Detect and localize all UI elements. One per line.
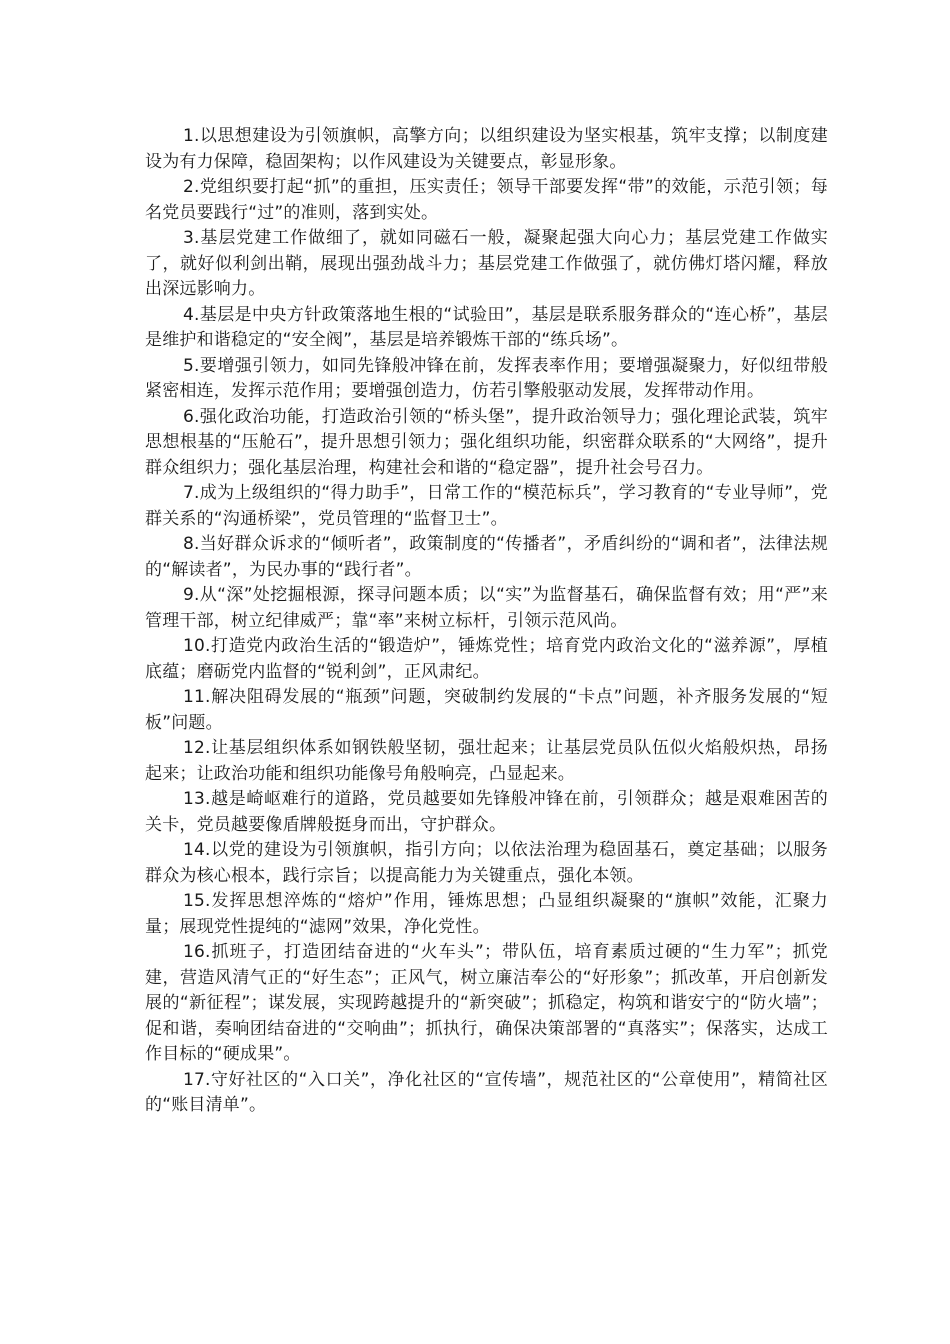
paragraph-8: 8.当好群众诉求的“倾听者”，政策制度的“传播者”，矛盾纠纷的“调和者”，法律法规的“解读者”，为民办事的“践行者”。 (145, 534, 828, 580)
paragraph-7: 7.成为上级组织的“得力助手”，日常工作的“模范标兵”，学习教育的“专业导师”，党群关系的“沟通桥梁”，党员管理的“监督卫士”。 (145, 483, 828, 529)
paragraph-17: 17.守好社区的“入口关”，净化社区的“宣传墙”，规范社区的“公章使用”，精简社区的“账目清单”。 (145, 1069, 828, 1115)
paragraph-14: 14.以党的建设为引领旗帜，指引方向；以依法治理为稳固基石，奠定基础；以服务群众为核心根本，践行宗旨；以提高能力为关键重点，强化本领。 (145, 840, 828, 886)
paragraph-11: 11.解决阻碍发展的“瓶颈”问题，突破制约发展的“卡点”问题，补齐服务发展的“短板”问题。 (145, 687, 828, 733)
paragraph-5: 5.要增强引领力，如同先锋般冲锋在前，发挥表率作用；要增强凝聚力，好似纽带般紧密相连，发挥示范作用；要增强创造力，仿若引擎般驱动发展，发挥带动作用。 (145, 355, 828, 401)
paragraph-3: 3.基层党建工作做细了，就如同磁石一般，凝聚起强大向心力；基层党建工作做实了，就好似利剑出鞘，展现出强劲战斗力；基层党建工作做强了，就仿佛灯塔闪耀，释放出深远影响力。 (145, 228, 828, 299)
paragraph-1: 1.以思想建设为引领旗帜，高擎方向；以组织建设为坚实根基，筑牢支撑；以制度建设为有力保障，稳固架构；以作风建设为关键要点，彰显形象。 (145, 126, 828, 172)
document-page (145, 124, 828, 1119)
paragraph-16: 16.抓班子，打造团结奋进的“火车头”；带队伍，培育素质过硬的“生力军”；抓党建，营造风清气正的“好生态”；正风气，树立廉洁奉公的“好形象”；抓改革，开启创新发展的“新征程”；谋发展，实现跨越提升的“新突破”；抓稳定，构筑和谐安宁的“防火墙”；促和谐，奏响团结奋进的“交响曲”；抓执行，确保决策部署的“真落实”；保落实，达成工作目标的“硬成果”。 (145, 942, 828, 1064)
paragraph-6: 6.强化政治功能，打造政治引领的“桥头堡”，提升政治领导力；强化理论武装，筑牢思想根基的“压舱石”，提升思想引领力；强化组织功能，织密群众联系的“大网络”，提升群众组织力；强化基层治理，构建社会和谐的“稳定器”，提升社会号召力。 (145, 406, 828, 478)
paragraph-9: 9.从“深”处挖掘根源，探寻问题本质；以“实”为监督基石，确保监督有效；用“严”来管理干部，树立纪律威严；靠“率”来树立标杆，引领示范风尚。 (145, 585, 828, 631)
paragraph-4: 4.基层是中央方针政策落地生根的“试验田”，基层是联系服务群众的“连心桥”，基层是维护和谐稳定的“安全阀”，基层是培养锻炼干部的“练兵场”。 (145, 304, 828, 350)
paragraph-10: 10.打造党内政治生活的“锻造炉”，锤炼党性；培育党内政治文化的“滋养源”，厚植底蕴；磨砺党内监督的“锐利剑”，正风肃纪。 (145, 636, 828, 682)
paragraph-13: 13.越是崎岖难行的道路，党员越要如先锋般冲锋在前，引领群众；越是艰难困苦的关卡，党员越要像盾牌般挺身而出，守护群众。 (145, 789, 828, 835)
paragraph-2: 2.党组织要打起“抓”的重担，压实责任；领导干部要发挥“带”的效能，示范引领；每名党员要践行“过”的准则，落到实处。 (145, 177, 828, 223)
paragraph-12: 12.让基层组织体系如钢铁般坚韧，强壮起来；让基层党员队伍似火焰般炽热，昂扬起来；让政治功能和组织功能像号角般响亮，凸显起来。 (145, 738, 828, 784)
paragraph-15: 15.发挥思想淬炼的“熔炉”作用，锤炼思想；凸显组织凝聚的“旗帜”效能，汇聚力量；展现党性提纯的“滤网”效果，净化党性。 (145, 891, 828, 937)
